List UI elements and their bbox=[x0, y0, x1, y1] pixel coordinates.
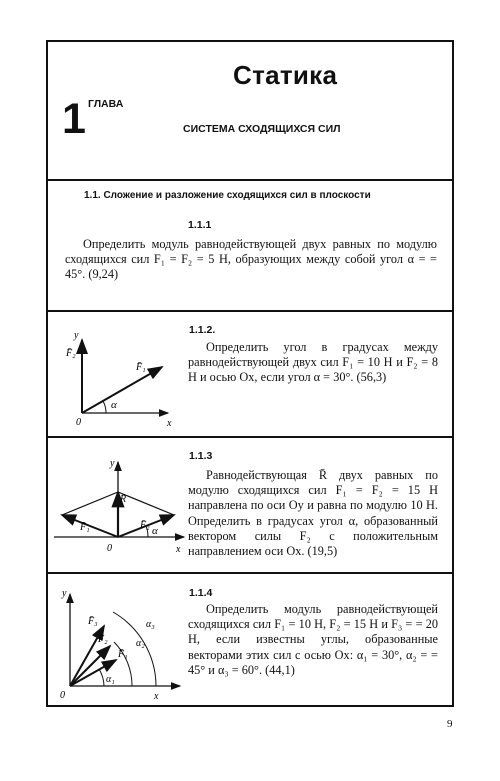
problem-text bbox=[188, 602, 438, 678]
f1-label: F̄₁ bbox=[118, 649, 128, 660]
f1-label: F̄₁ bbox=[136, 362, 146, 373]
divider bbox=[48, 572, 452, 574]
alpha1-label: α₁ bbox=[106, 674, 115, 685]
f2-label: F̄₂ bbox=[140, 520, 150, 531]
problem-number: 1.1.1 bbox=[188, 219, 212, 231]
r-label: R̄ bbox=[120, 494, 127, 505]
divider bbox=[48, 436, 452, 438]
problem-text bbox=[188, 340, 438, 386]
section-title: 1.1. Сложение и разложение сходящихся сил в плоскости bbox=[84, 190, 371, 201]
alpha1-arc bbox=[99, 669, 104, 686]
chapter-number: 1 bbox=[62, 95, 86, 143]
problem-text bbox=[188, 468, 438, 559]
problem-text-body: Определить модуль равнодействующей сходящихся сил F₁ = 10 Н, F₂ = 15 Н и F₃ = = 20 Н, если известны углы, образованные векторами этих сил с осью Ox: α₁ = 30°, α₂ = = 45° и α₃ = 60°. (44,1) bbox=[188, 602, 438, 677]
origin-label: 0 bbox=[107, 543, 112, 554]
page-frame bbox=[46, 40, 454, 707]
f2-label: F̄₂ bbox=[98, 634, 108, 645]
f1-label: F̄₁ bbox=[80, 522, 90, 533]
chapter-label: ГЛАВА bbox=[88, 98, 124, 110]
alpha-label: α bbox=[152, 525, 158, 537]
x-label: x bbox=[167, 418, 172, 429]
force-f1-vector bbox=[82, 367, 162, 413]
problem-text-body: Определить модуль равнодействующей двух равных по модулю сходящихся сил F₁ = F₂ = 5 Н, образующих между собой угол α = = 45°. (9,24) bbox=[65, 237, 437, 282]
problem-text-body: Определить угол в градусах между равнодействующей двух сил F₁ = 10 Н и F₂ = 8 Н и осью Ox, если угол α = 30°. (56,3) bbox=[188, 340, 438, 385]
origin-label: 0 bbox=[76, 417, 81, 428]
alpha3-label: α₃ bbox=[146, 619, 155, 630]
x-label: x bbox=[176, 544, 181, 555]
divider bbox=[48, 179, 452, 181]
figure-1-1-2 bbox=[54, 320, 184, 430]
problem-text-body: Равнодействующая R̄ двух равных по модулю сходящихся сил F₁ = F₂ = 15 Н направлена по оси Oy и равна по модулю 10 Н. Определить в градусах угол α, образованный вектором силы F₂ с положительным направлением оси Ox. (19,5) bbox=[188, 468, 438, 559]
force-f1-vector bbox=[62, 515, 118, 537]
parallelogram-edge bbox=[118, 492, 174, 515]
figure-1-1-4 bbox=[52, 582, 186, 702]
parallelogram-edge bbox=[62, 492, 118, 515]
alpha-label: α bbox=[111, 399, 117, 411]
f2-label: F̄₂ bbox=[66, 348, 76, 359]
y-label: y bbox=[110, 458, 115, 469]
origin-label: 0 bbox=[60, 690, 65, 701]
angle-arc bbox=[103, 401, 106, 413]
chapter-subtitle: СИСТЕМА СХОДЯЩИХСЯ СИЛ bbox=[183, 123, 341, 135]
f3-label: F̄₃ bbox=[88, 616, 98, 627]
alpha2-label: α₂ bbox=[136, 638, 145, 649]
chapter-title: Статика bbox=[233, 60, 338, 90]
problem-number: 1.1.2. bbox=[189, 324, 216, 336]
figure-1-1-3 bbox=[52, 452, 188, 564]
y-label: y bbox=[74, 330, 79, 341]
page-number: 9 bbox=[447, 718, 453, 730]
x-label: x bbox=[154, 691, 159, 702]
divider bbox=[48, 310, 452, 312]
problem-text bbox=[65, 237, 437, 283]
y-label: y bbox=[62, 588, 67, 599]
problem-number: 1.1.4 bbox=[189, 587, 213, 599]
problem-number: 1.1.3 bbox=[189, 450, 213, 462]
